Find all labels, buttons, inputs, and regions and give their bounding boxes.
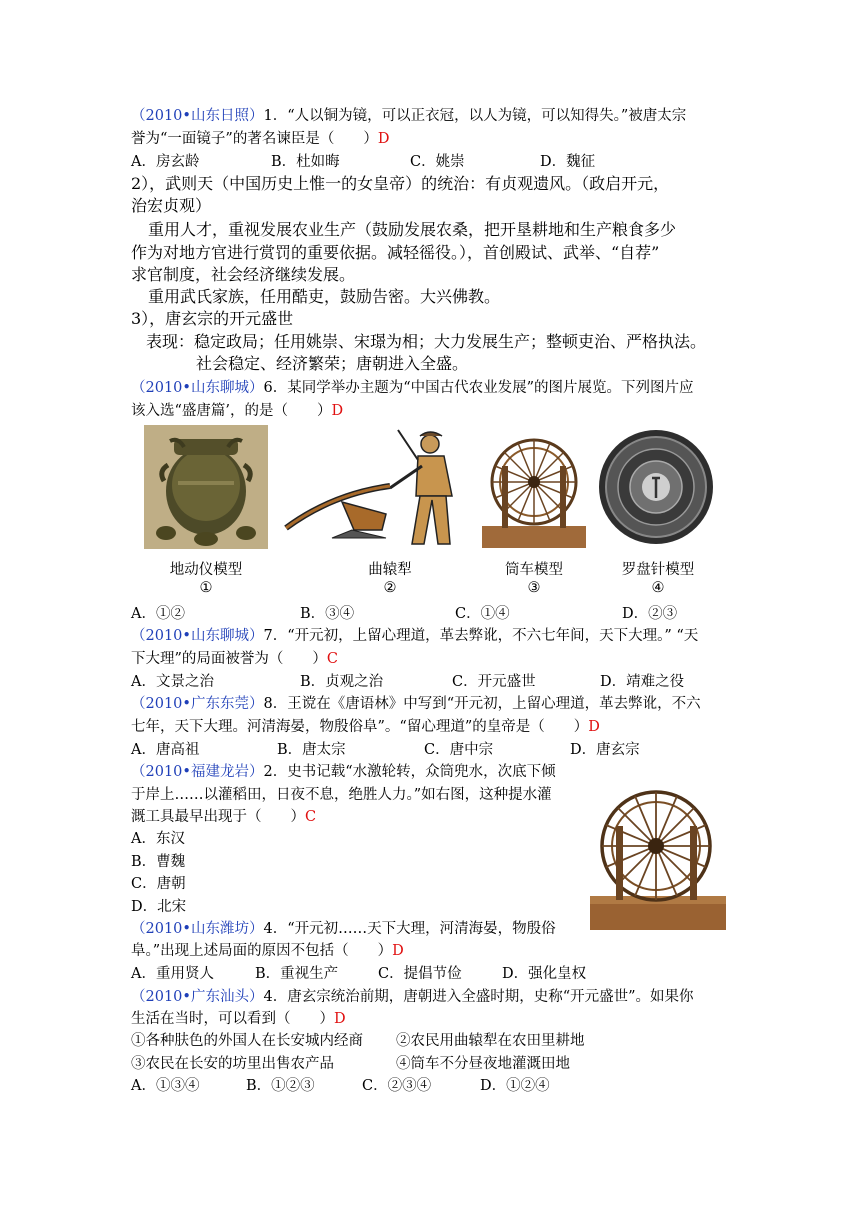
- q4b-item-2: ②农民用曲辕犁在农田里耕地: [396, 1033, 585, 1049]
- q6-stem-a: 6．某同学举办主题为“中国古代农业发展”的图片展览。下列图片应: [263, 380, 694, 396]
- notes-line-1: 2），武则天（中国历史上惟一的女皇帝）的统治：有贞观遗风。（政启开元，: [131, 174, 670, 193]
- notes-line-9: 社会稳定、经济繁荣；唐朝进入全盛。: [196, 354, 469, 373]
- q4a-option-c: C．提倡节俭: [378, 966, 462, 982]
- q2-line-3: [131, 807, 316, 827]
- q1-option-a: A．房玄龄: [131, 154, 200, 170]
- q8-answer: D: [588, 719, 600, 735]
- q4a-answer: D: [392, 943, 404, 959]
- q4a-stem-b: 阜。”出现上述局面的原因不包括（ ）: [131, 943, 393, 959]
- q7-option-c: C．开元盛世: [452, 674, 536, 690]
- q1-line-2: [131, 129, 389, 149]
- q7-source: （2010•山东聊城）: [131, 628, 264, 644]
- q1-stem-b: 誉为“一面镜子”的著名谏臣是（ ）: [131, 131, 378, 147]
- q4b-option-d: D．①②④: [480, 1078, 550, 1094]
- q8-stem-a: 8．王谠在《唐语林》中写到“开元初，上留心理道，革去弊讹，不六: [263, 696, 701, 712]
- q6-option-d: D．②③: [622, 606, 678, 622]
- image-3-caption: 筒车模型: [505, 562, 563, 578]
- q4a-option-a: A．重用贤人: [131, 966, 214, 982]
- q8-option-d: D．唐玄宗: [570, 742, 640, 758]
- q6-line-2: [131, 401, 343, 421]
- q4b-option-c: C．②③④: [362, 1078, 432, 1094]
- q4b-line-1: [131, 987, 694, 1007]
- q7-line-2: [131, 649, 338, 669]
- q7-stem-b: 下大理”的局面被誉为（ ）: [131, 651, 327, 667]
- q4a-option-b: B．重视生产: [255, 966, 339, 982]
- q7-line-1: [131, 626, 698, 646]
- image-1-number: ①: [199, 580, 213, 596]
- q2-line-2: 于岸上……以灌稻田，日夜不息，绝胜人力。”如右图，这种提水灌: [131, 787, 552, 803]
- seismograph-image: [144, 425, 268, 549]
- q8-stem-b: 七年，天下大理。河清海晏，物殷俗阜”。“留心理道”的皇帝是（ ）: [131, 719, 589, 735]
- curved-plow-image: [282, 426, 470, 548]
- q2-stem-c: 溉工具最早出现于（ ）: [131, 809, 305, 825]
- q7-answer: C: [326, 651, 339, 667]
- q1-answer: D: [377, 131, 390, 147]
- q6-option-c: C．①④: [455, 606, 510, 622]
- q8-line-1: [131, 694, 701, 714]
- q2-source: （2010•福建龙岩）: [131, 764, 264, 780]
- q1-option-c: C．姚崇: [410, 154, 465, 170]
- q8-option-c: C．唐中宗: [424, 742, 494, 758]
- q2-option-b: B．曹魏: [131, 854, 186, 870]
- q7-stem-a: 7．“开元初，上留心理道，革去弊讹，不六七年间，天下大理。” “天: [263, 628, 699, 644]
- q1-stem-a: 1．“人以铜为镜，可以正衣冠，以人为镜，可以知得失。”被唐太宗: [263, 108, 687, 124]
- notes-line-3: 重用人才，重视发展农业生产（鼓励发展农桑，把开垦耕地和生产粮食多少: [148, 220, 677, 239]
- image-2-caption: 曲辕犁: [368, 562, 412, 578]
- q4b-item-4: ④筒车不分昼夜地灌溉田地: [396, 1056, 570, 1072]
- image-1-caption: 地动仪模型: [169, 562, 243, 578]
- q4a-source: （2010•山东潍坊）: [131, 921, 264, 937]
- notes-line-4: 作为对地方官进行赏罚的重要依据。减轻徭役。），首创殿试、武举、“自荐”: [131, 243, 660, 262]
- q1-line-1: [131, 106, 686, 126]
- q4b-line-2: [131, 1009, 346, 1029]
- q2-option-a: A．东汉: [131, 831, 185, 847]
- notes-line-8: 表现：稳定政局；任用姚崇、宋璟为相；大力发展生产；整顿吏治、严格执法。: [146, 332, 707, 351]
- q4b-answer: D: [334, 1011, 346, 1027]
- q7-option-d: D．靖难之役: [600, 674, 685, 690]
- image-2-number: ②: [383, 580, 397, 596]
- notes-line-7: 3），唐玄宗的开元盛世: [131, 309, 294, 328]
- compass-image: [598, 426, 714, 548]
- q4b-option-a: A．①③④: [131, 1078, 200, 1094]
- q6-answer: D: [331, 403, 344, 419]
- q4b-item-1: ①各种肤色的外国人在长安城内经商: [131, 1033, 363, 1049]
- q6-source: （2010•山东聊城）: [131, 380, 264, 396]
- q8-option-a: A．唐高祖: [131, 742, 200, 758]
- image-4-caption: 罗盘针模型: [621, 562, 695, 578]
- q2-option-d: D．北宋: [131, 899, 187, 915]
- q7-option-b: B．贞观之治: [300, 674, 384, 690]
- q4b-item-3: ③农民在长安的坊里出售农产品: [131, 1056, 334, 1072]
- q4a-line-2: [131, 941, 404, 961]
- q4b-source: （2010•广东汕头）: [131, 989, 264, 1005]
- q4a-option-d: D．强化皇权: [502, 966, 587, 982]
- q2-stem-a: 2．史书记载“水激轮转，众筒兜水，次底下倾: [263, 764, 556, 780]
- image-4-number: ④: [651, 580, 665, 596]
- q1-source: （2010•山东日照）: [131, 108, 264, 124]
- notes-line-5: 求官制度，社会经济继续发展。: [131, 265, 356, 284]
- q7-option-a: A．文景之治: [131, 674, 214, 690]
- q6-option-b: B．③④: [300, 606, 355, 622]
- q4a-stem-a: 4．“开元初……天下大理，河清海晏，物殷俗: [263, 921, 556, 937]
- q2-line-1: [131, 762, 556, 782]
- notes-line-6: 重用武氏家族，任用酷吏，鼓励告密。大兴佛教。: [148, 287, 501, 306]
- image-3-number: ③: [527, 580, 541, 596]
- q4b-option-b: B．①②③: [246, 1078, 315, 1094]
- notes-line-2: 治宏贞观）: [131, 196, 212, 215]
- q6-line-1: [131, 378, 694, 398]
- q4a-line-1: [131, 919, 556, 939]
- q8-line-2: [131, 717, 600, 737]
- q8-option-b: B．唐太宗: [277, 742, 346, 758]
- q4b-stem-b: 生活在当时，可以看到（ ）: [131, 1011, 334, 1027]
- q4b-stem-a: 4．唐玄宗统治前期，唐朝进入全盛时期，史称“开元盛世”。如果你: [263, 989, 694, 1005]
- q8-source: （2010•广东东莞）: [131, 696, 264, 712]
- q2-answer: C: [305, 809, 317, 825]
- q1-option-d: D．魏征: [540, 154, 596, 170]
- q1-option-b: B．杜如晦: [271, 154, 340, 170]
- q2-option-c: C．唐朝: [131, 876, 186, 892]
- water-wheel-large-image: [590, 778, 726, 930]
- water-wheel-image: [482, 426, 586, 548]
- q6-option-a: A．①②: [131, 606, 185, 622]
- q6-stem-b: 该入选“盛唐篇’，的是（ ）: [131, 403, 332, 419]
